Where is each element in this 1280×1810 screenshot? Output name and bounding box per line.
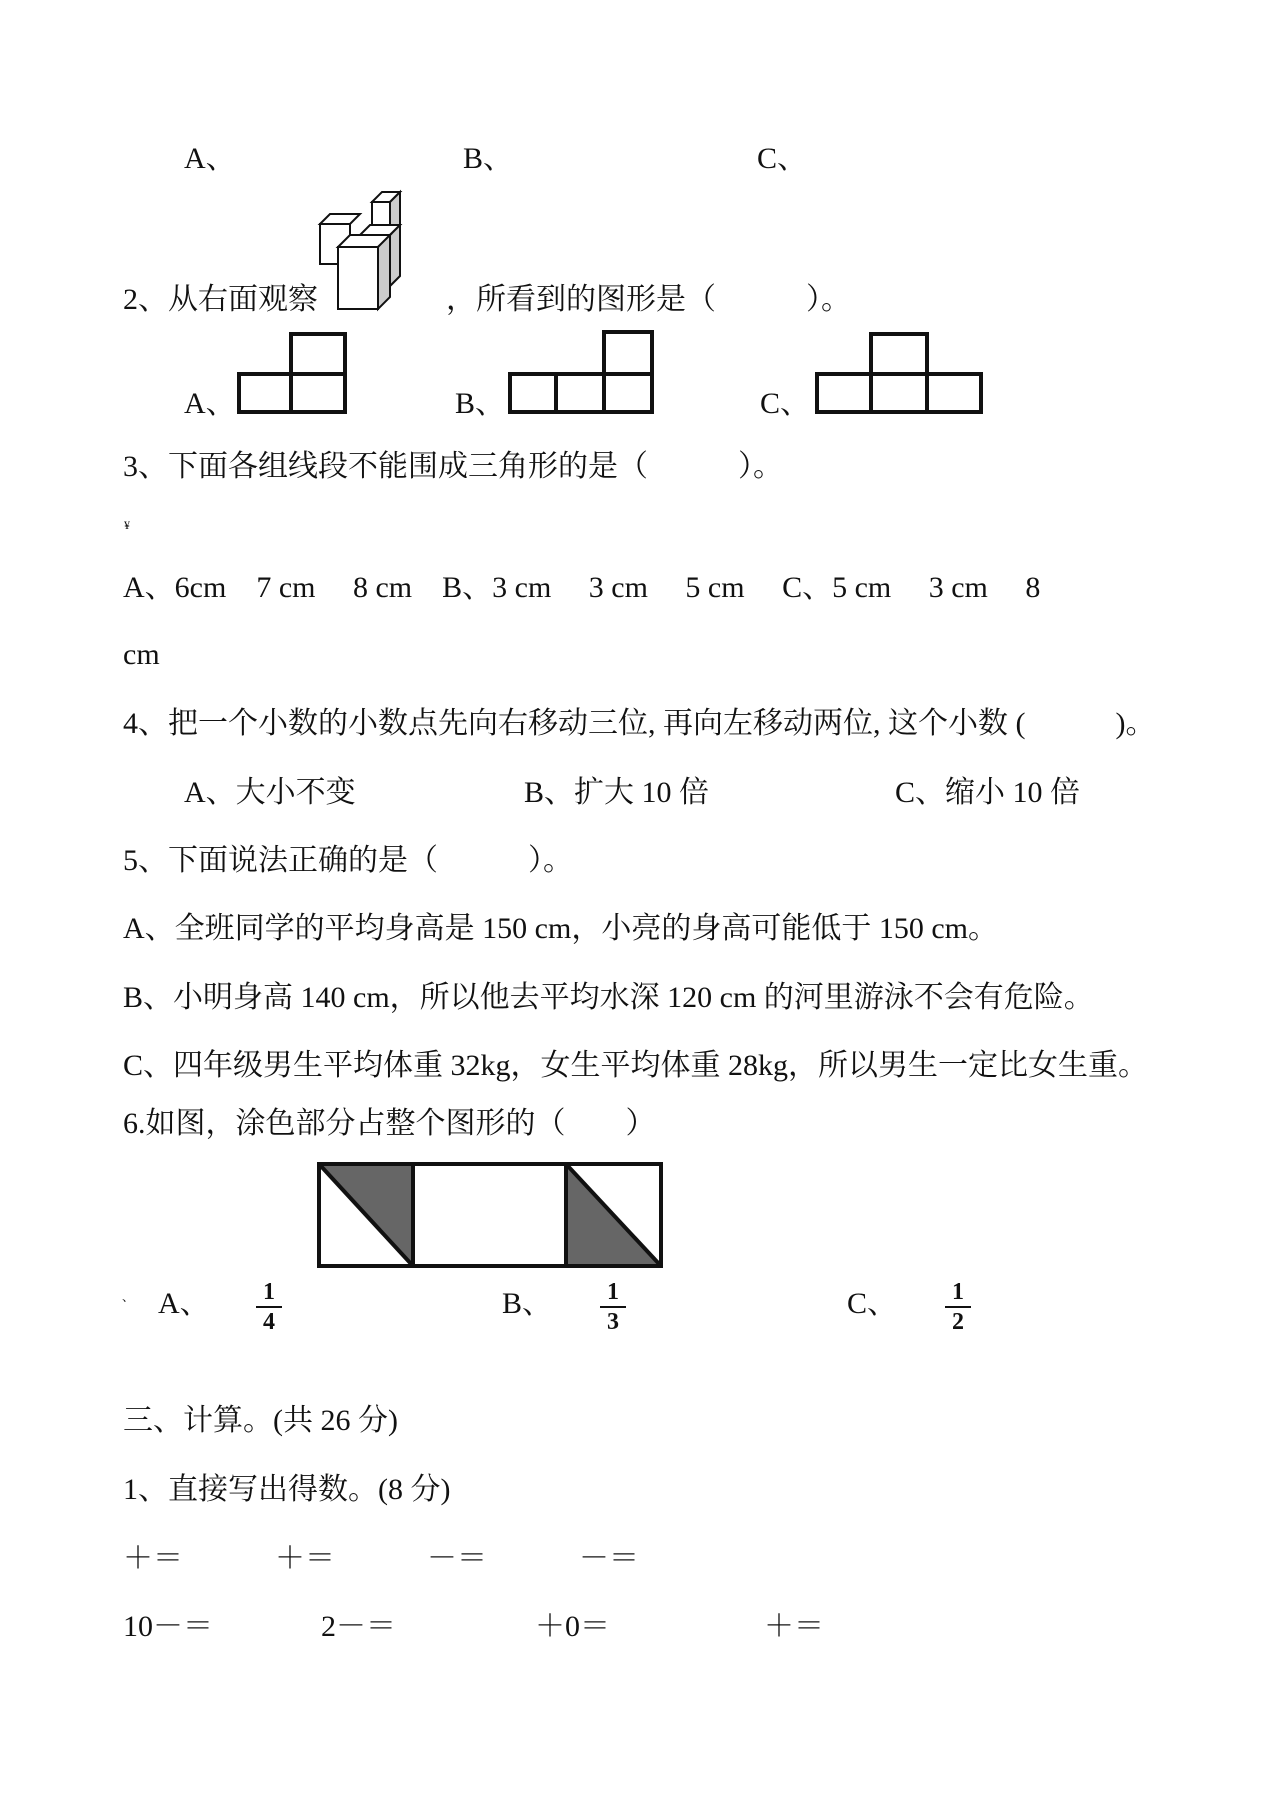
q1-option-b: B、: [463, 142, 514, 175]
fraction-a: [256, 1280, 282, 1334]
q4-option-c: C、缩小 10 倍: [895, 776, 1081, 809]
q2-option-c: C、: [760, 387, 811, 420]
fraction-c: [945, 1280, 971, 1334]
fraction-b: [600, 1280, 626, 1334]
q5-option-c: C、四年级男生平均体重 32kg，女生平均体重 28kg，所以男生一定比女生重。: [123, 1049, 1149, 1082]
section3-sub1: 1、直接写出得数。(8 分): [123, 1473, 451, 1506]
q2-shape-b: [508, 330, 654, 414]
q2-suffix: ，所看到的图形是（ ）。: [446, 283, 851, 316]
q4-question: 4、把一个小数的小数点先向右移动三位, 再向左移动两位, 这个小数 ( )。: [123, 707, 1156, 740]
q6-option-c: C、: [847, 1287, 898, 1320]
q5-option-a: A、全班同学的平均身高是 150 cm，小亮的身高可能低于 150 cm。: [123, 912, 998, 945]
q1-option-c: C、: [757, 142, 808, 175]
q3-question: 3、下面各组线段不能围成三角形的是（ ）。: [123, 450, 783, 483]
numerator: 1: [607, 1279, 619, 1305]
q2-option-b: B、: [455, 387, 506, 420]
calc-r2-c2: 2－＝: [321, 1610, 396, 1643]
stray-mark: ¥: [124, 518, 130, 532]
calc-r1-c3: －＝: [427, 1542, 487, 1575]
q6-option-a: A、: [158, 1287, 210, 1320]
q2-shape-a: [237, 332, 347, 414]
q2-prefix: 2、从右面观察: [123, 283, 318, 316]
calc-r1-c4: －＝: [579, 1542, 639, 1575]
calc-r1-c2: ＋＝: [275, 1542, 335, 1575]
denominator: 3: [607, 1309, 619, 1335]
numerator: 1: [952, 1279, 964, 1305]
q1-option-a: A、: [184, 142, 236, 175]
q5-option-b: B、小明身高 140 cm，所以他去平均水深 120 cm 的河里游泳不会有危险。: [123, 981, 1094, 1014]
denominator: 2: [952, 1309, 964, 1335]
calc-r2-c1: 10－＝: [123, 1610, 213, 1643]
denominator: 4: [263, 1309, 275, 1335]
cube-stack-figure: [320, 192, 446, 314]
q2-shape-c: [815, 332, 985, 414]
q6-option-b: B、: [502, 1287, 553, 1320]
calc-r2-c4: ＋＝: [764, 1610, 824, 1643]
q3-options-wrap: cm: [123, 638, 160, 671]
q6-question: 6.如图，涂色部分占整个图形的（ ）: [123, 1107, 656, 1140]
calc-r2-c3: ＋0＝: [535, 1610, 610, 1643]
calc-r1-c1: ＋＝: [123, 1542, 183, 1575]
section3-title: 三、计算。(共 26 分): [123, 1404, 398, 1437]
q4-option-a: A、大小不变: [184, 776, 356, 809]
q6-stray-mark: 、: [122, 1290, 135, 1304]
q5-question: 5、下面说法正确的是（ ）。: [123, 844, 573, 877]
numerator: 1: [263, 1279, 275, 1305]
q2-option-a: A、: [184, 387, 236, 420]
q3-options: A、6cm 7 cm 8 cm B、3 cm 3 cm 5 cm C、5 cm 3 cm 8: [123, 571, 1041, 604]
shaded-rectangle-figure: [316, 1161, 664, 1269]
q4-option-b: B、扩大 10 倍: [524, 776, 710, 809]
